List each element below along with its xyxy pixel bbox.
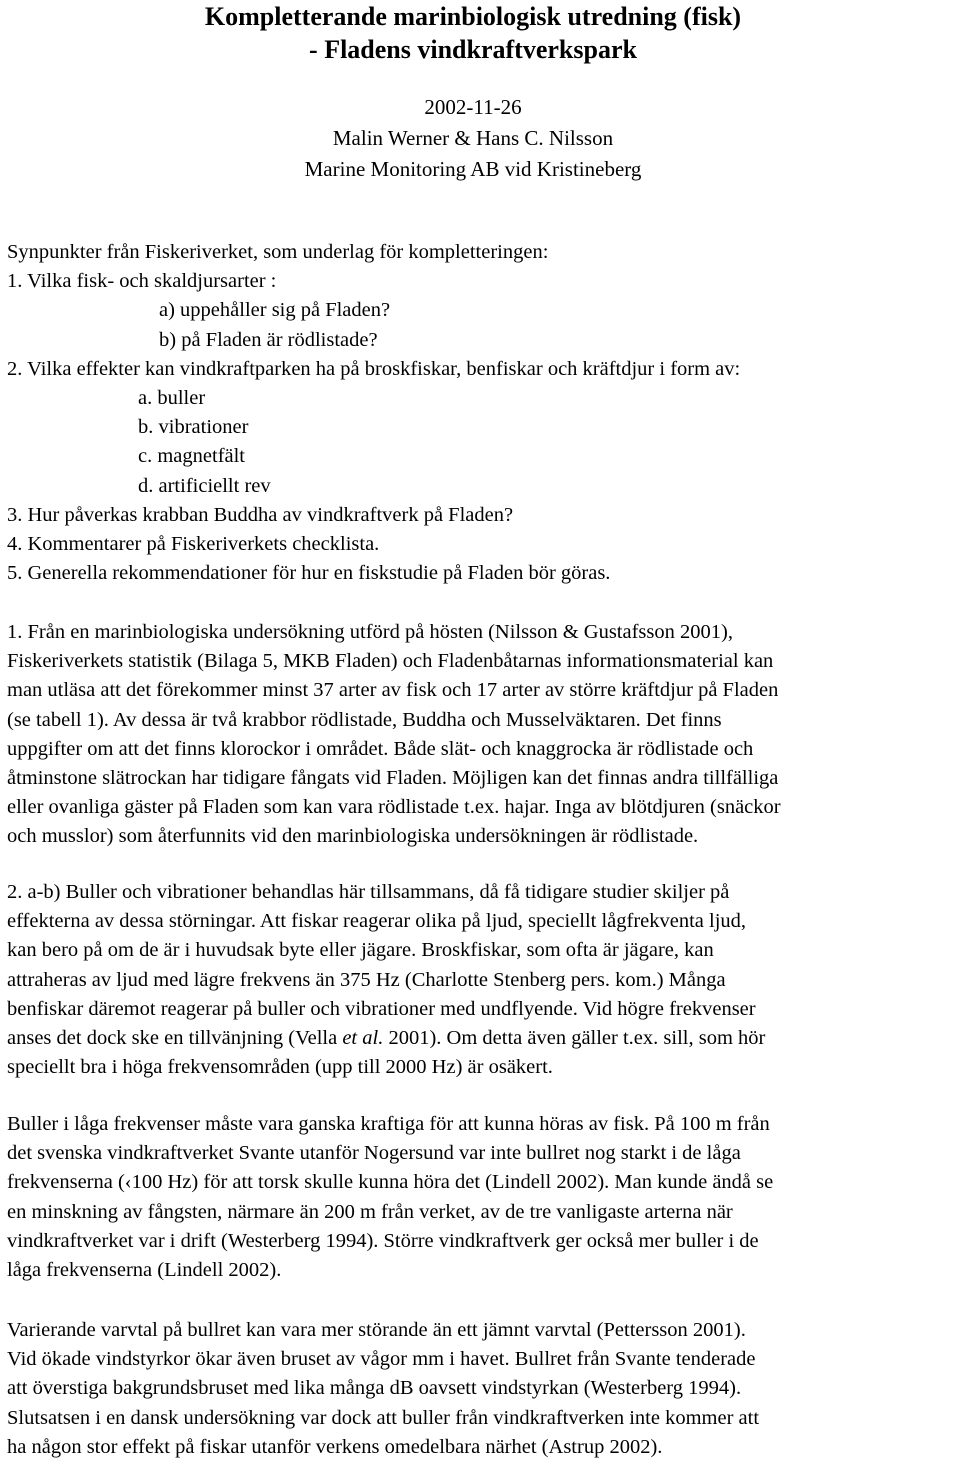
paragraph-line: ha någon stor effekt på fiskar utanför verkens omedelbara närhet (Astrup 2002). [7,1435,663,1458]
paragraph-line: låga frekvenserna (Lindell 2002). [7,1259,282,1282]
paragraph-line [7,1024,955,1053]
question-1a: a) uppehåller sig på Fladen? [159,299,391,322]
paragraph-line: 2. a-b) Buller och vibrationer behandlas här tillsammans, då få tidigare studier skiljer på [7,881,730,903]
paragraph-line: Fiskeriverkets statistik (Bilaga 5, MKB Fladen) och Fladenbåtarnas informationsmaterial kan [7,650,774,673]
question-2a: a. buller [138,387,206,410]
paragraph-line: benfiskar däremot reagerar på buller och vibrationer med undflyende. Vid högre frekvenser [7,997,756,1020]
text-span: 2001). Om detta även gäller t.ex. sill, som hör [383,1027,766,1050]
paragraph-line: 1. Från en marinbiologiska undersökning utförd på hösten (Nilsson & Gustafsson 2001), [7,621,733,643]
document-meta [0,92,953,185]
paragraph-line: att överstiga bakgrundsbruset med lika många dB oavsett vindstyrkan (Westerberg 1994). [7,1377,742,1400]
paragraph-answer-1 [7,618,955,852]
paragraph-line: effekterna av dessa störningar. Att fiskar reagerar olika på ljud, speciellt lågfrekventa ljud, [7,910,747,933]
question-2c: c. magnetfält [138,445,246,468]
text-span: anses det dock ske en tillvänjning (Vella [7,1027,343,1050]
paragraph-line: frekvenserna (‹100 Hz) för att torsk skulle kunna höra det (Lindell 2002). Man kunde ändå se [7,1171,774,1194]
paragraph-line: man utläsa att det förekommer minst 37 arter av fisk och 17 arter av större kräftdjur på Fladen [7,679,779,702]
document-title [0,0,953,66]
paragraph-line: Slutsatsen i en dansk undersökning var dock att buller från vindkraftverken inte kommer att [7,1406,760,1429]
italic-text: et al. [342,1027,384,1050]
paragraph-line: och musslor) som återfunnits vid den marinbiologiska undersökningen är rödlistade. [7,825,699,848]
title-line-1: Kompletterande marinbiologisk utredning (fisk) [204,2,742,31]
paragraph-line: det svenska vindkraftverket Svante utanför Nogersund var inte bullret nog starkt i de låga [7,1142,741,1165]
question-2: 2. Vilka effekter kan vindkraftparken ha på broskfiskar, benfiskar och kräftdjur i form av: [7,357,741,380]
paragraph-line: uppgifter om att det finns klorockor i området. Både slät- och knaggrocka är rödlistade och [7,737,754,760]
question-5: 5. Generella rekommendationer för hur en fiskstudie på Fladen bör göras. [7,562,611,585]
paragraph-line: speciellt bra i höga frekvensområden (upp till 2000 Hz) är osäkert. [7,1056,553,1079]
document-date: 2002-11-26 [424,95,522,119]
question-1: 1. Vilka fisk- och skaldjursarter : [7,270,277,293]
paragraph-line: kan bero på om de är i huvudsak byte eller jägare. Broskfiskar, som ofta är jägare, kan [7,939,714,962]
paragraph-line: vindkraftverket var i drift (Westerberg 1994). Större vindkraftverk ger också mer buller i de [7,1229,759,1252]
paragraph-line: åtminstone slätrockan har tidigare fångats vid Fladen. Möjligen kan det finnas andra tillfälliga [7,767,779,790]
question-list [7,238,955,588]
question-2b: b. vibrationer [138,416,249,439]
question-4: 4. Kommentarer på Fiskeriverkets checklista. [7,533,380,556]
document-authors: Malin Werner & Hans C. Nilsson [332,126,614,150]
title-line-2: - Fladens vindkraftverkspark [309,35,637,64]
question-2d: d. artificiellt rev [138,474,271,497]
paragraph-varying-speed [7,1316,955,1462]
paragraph-line: Vid ökade vindstyrkor ökar även bruset av vågor mm i havet. Bullret från Svante tenderade [7,1348,756,1371]
paragraph-line: (se tabell 1). Av dessa är två krabbor rödlistade, Buddha och Musselväktaren. Det finns [7,708,722,731]
paragraph-low-frequency [7,1110,955,1285]
document-organization: Marine Monitoring AB vid Kristineberg [304,157,642,181]
paragraph-line: Varierande varvtal på bullret kan vara mer störande än ett jämnt varvtal (Pettersson 2001). [7,1319,746,1341]
paragraph-answer-2 [7,878,955,1082]
question-1b: b) på Fladen är rödlistade? [159,328,378,351]
paragraph-line: attraheras av ljud med lägre frekvens än 375 Hz (Charlotte Stenberg pers. kom.) Många [7,968,726,991]
question-intro: Synpunkter från Fiskeriverket, som underlag för kompletteringen: [7,241,549,263]
question-3: 3. Hur påverkas krabban Buddha av vindkraftverk på Fladen? [7,503,514,526]
paragraph-line: Buller i låga frekvenser måste vara ganska kraftiga för att kunna höras av fisk. På 100 m från [7,1113,770,1135]
paragraph-line: eller ovanliga gäster på Fladen som kan vara rödlistade t.ex. hajar. Inga av blötdjuren (snäckor [7,796,781,819]
paragraph-line: en minskning av fångsten, närmare än 200 m från verket, av de tre vanligaste arterna när [7,1200,733,1223]
